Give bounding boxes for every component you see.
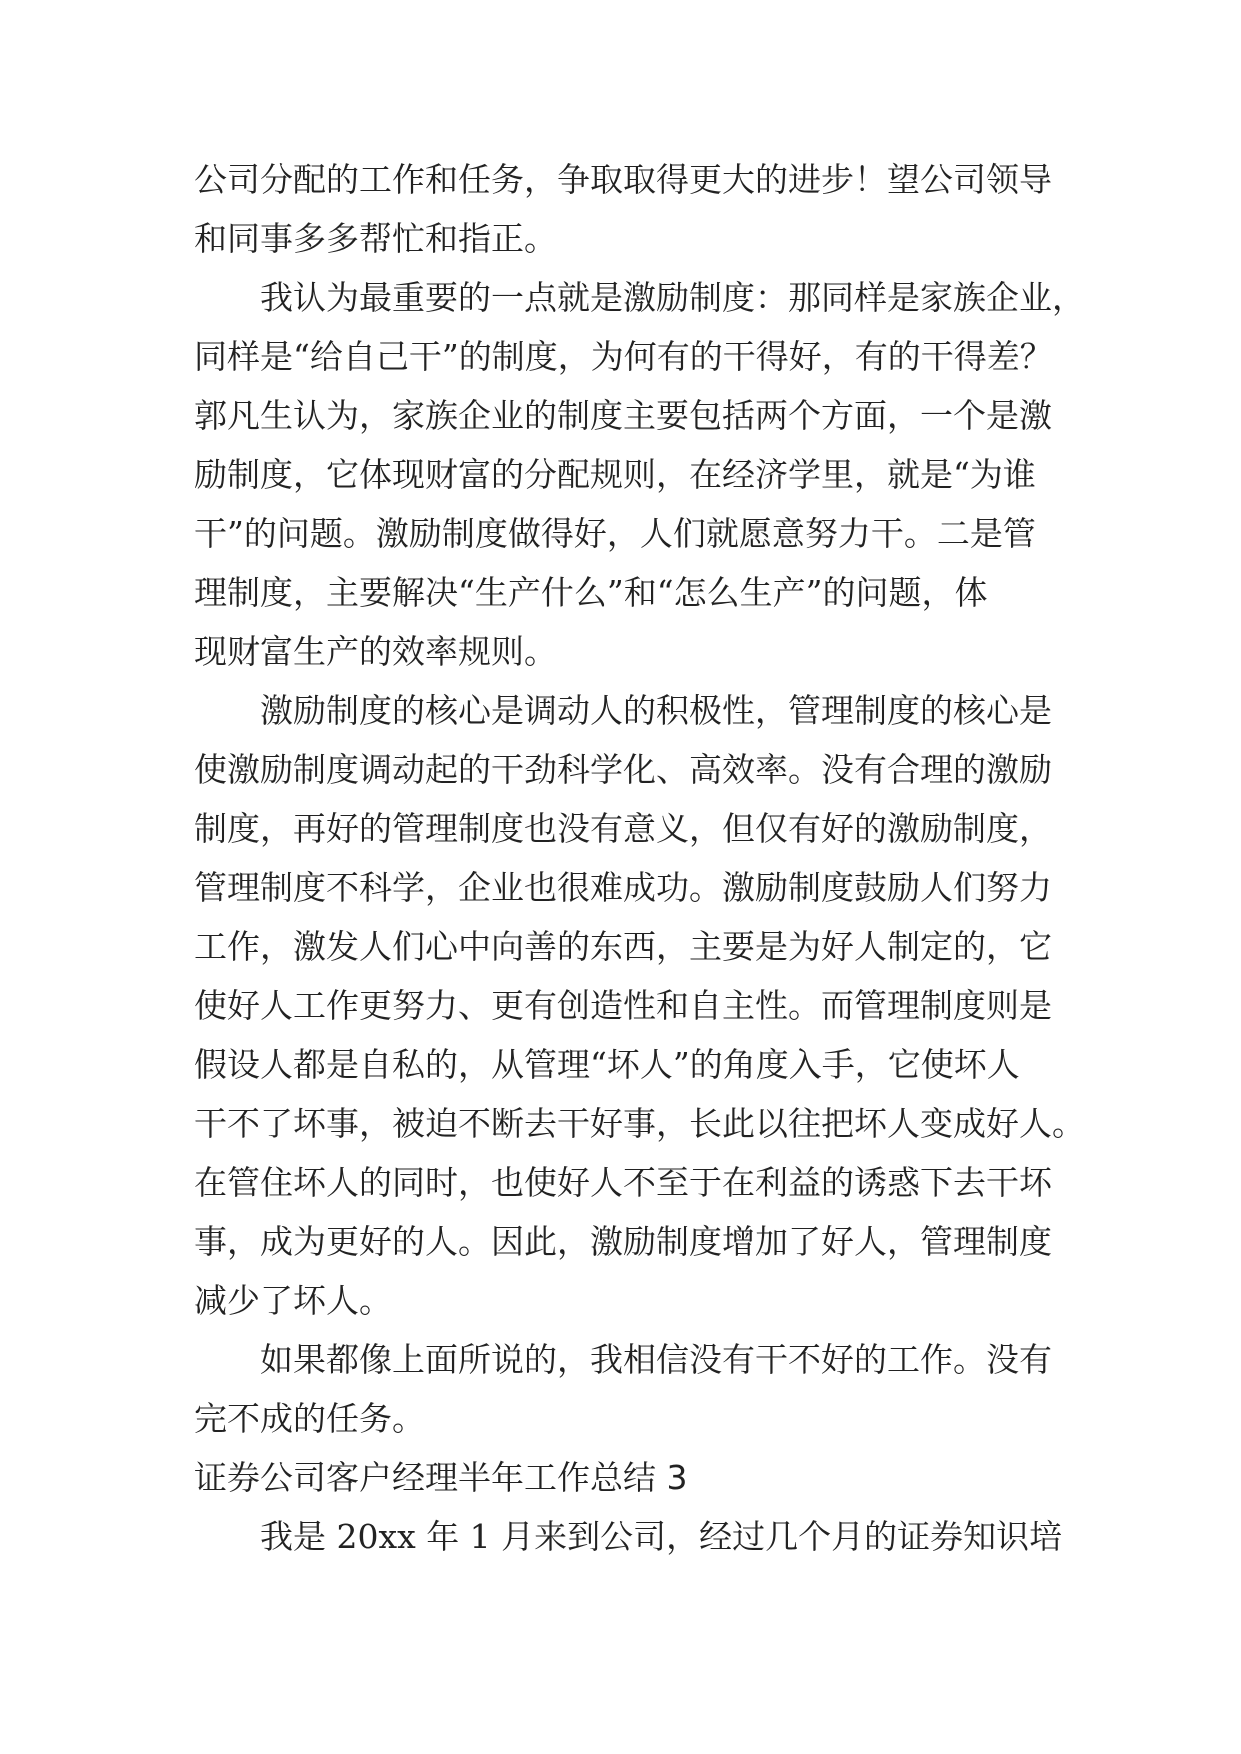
body-text-line: 减少了坏人。 (194, 1281, 392, 1320)
body-text-line: 公司分配的工作和任务，争取取得更大的进步！望公司领导 (194, 160, 1052, 199)
body-text-line: 如果都像上面所说的，我相信没有干不好的工作。没有 (194, 1340, 1052, 1379)
body-text-line: 使激励制度调动起的干劲科学化、高效率。没有合理的激励 (194, 750, 1052, 789)
body-text-line: 工作，激发人们心中向善的东西，主要是为好人制定的，它 (194, 927, 1052, 966)
body-text-line: 我认为最重要的一点就是激励制度：那同样是家族企业， (194, 278, 1085, 317)
body-text-line: 使好人工作更努力、更有创造性和自主性。而管理制度则是 (194, 986, 1052, 1025)
body-text-line: 干”的问题。激励制度做得好，人们就愿意努力干。二是管 (194, 514, 1036, 553)
body-text-line: 我是 20xx 年 1 月来到公司，经过几个月的证券知识培 (194, 1517, 1063, 1556)
body-text-line: 同样是“给自己干”的制度，为何有的干得好，有的干得差？ (194, 337, 1053, 376)
section-heading: 证券公司客户经理半年工作总结 3 (194, 1458, 688, 1497)
body-text-line: 管理制度不科学，企业也很难成功。激励制度鼓励人们努力 (194, 868, 1052, 907)
body-text-line: 干不了坏事，被迫不断去干好事，长此以往把坏人变成好人。 (194, 1104, 1085, 1143)
body-text-line: 和同事多多帮忙和指正。 (194, 219, 557, 258)
body-text-line: 事，成为更好的人。因此，激励制度增加了好人，管理制度 (194, 1222, 1052, 1261)
body-text-line: 激励制度的核心是调动人的积极性，管理制度的核心是 (194, 691, 1052, 730)
body-text-line: 在管住坏人的同时，也使好人不至于在利益的诱惑下去干坏 (194, 1163, 1052, 1202)
body-text-line: 完不成的任务。 (194, 1399, 425, 1438)
body-text-line: 现财富生产的效率规则。 (194, 632, 557, 671)
body-text-line: 励制度，它体现财富的分配规则，在经济学里，就是“为谁 (194, 455, 1036, 494)
body-text-line: 理制度，主要解决“生产什么”和“怎么生产”的问题，体 (194, 573, 988, 612)
body-text-line: 假设人都是自私的，从管理“坏人”的角度入手，它使坏人 (194, 1045, 1020, 1084)
body-text-line: 制度，再好的管理制度也没有意义，但仅有好的激励制度， (194, 809, 1052, 848)
body-text-line: 郭凡生认为，家族企业的制度主要包括两个方面，一个是激 (194, 396, 1052, 435)
